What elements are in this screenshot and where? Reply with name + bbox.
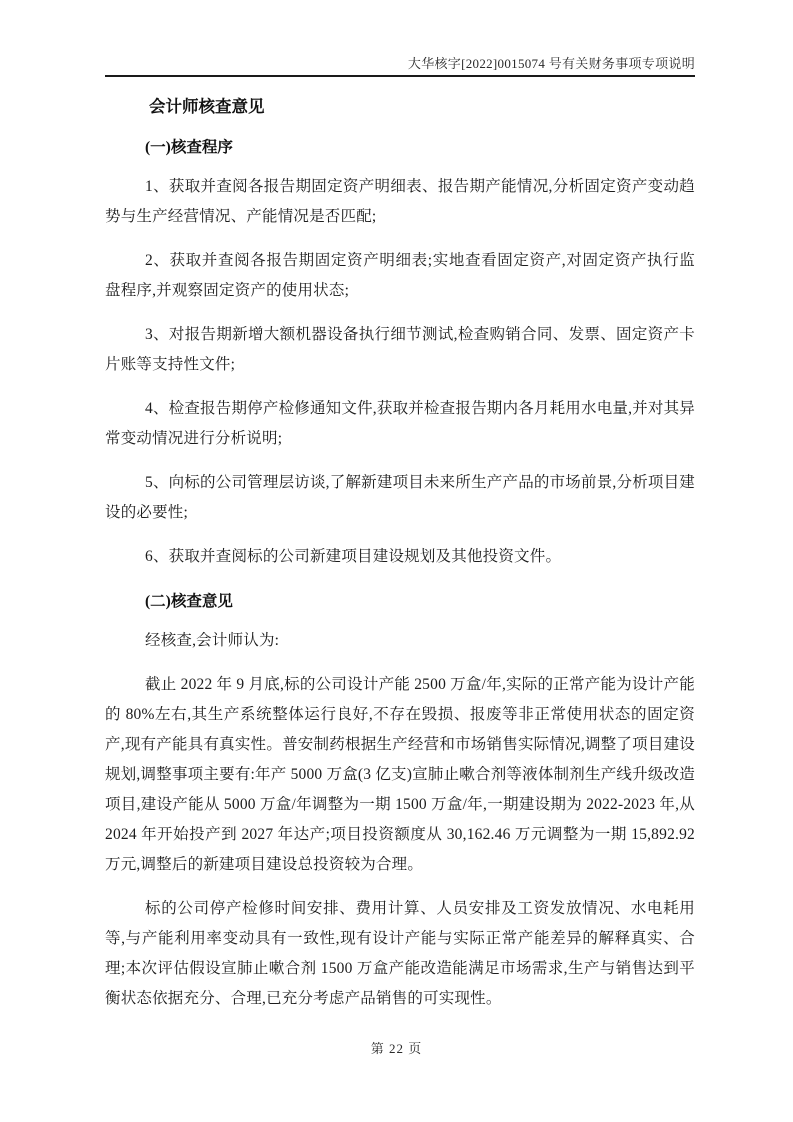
section2-heading: (二)核查意见 <box>145 593 233 610</box>
page-number: 第 22 页 <box>370 1041 423 1056</box>
document-reference: 大华核字[2022]0015074 号有关财务事项专项说明 <box>407 56 695 71</box>
opinion-paragraph-1: 截止 2022 年 9 月底,标的公司设计产能 2500 万盒/年,实际的正常产能为设计产能的 80%左右,其生产系统整体运行良好,不存在毁损、报废等非正常使用状态的固定资产,现有产能具有真实性。普安制药根据生产经营和市场销售实际情况,调整了项目建设规划,调整事项主要有:年产 5000 万盒(3 亿支)宣肺止嗽合剂等液体制剂生产线升级改造项目,建设产能从 5000 万盒/年调整为一期 1500 万盒/年,一期建设期为 2022-2023 年,从 2024 年开始投产到 2027 年达产;项目投资额度从 30,162.46 万元调整为一期 15,892.92 万元,调整后的新建项目建设总投资较为合理。 <box>105 676 695 873</box>
procedure-item-2: 2、获取并查阅各报告期固定资产明细表;实地查看固定资产,对固定资产执行监盘程序,并观察固定资产的使用状态; <box>105 252 695 299</box>
procedure-item-1: 1、获取并查阅各报告期固定资产明细表、报告期产能情况,分析固定资产变动趋势与生产经营情况、产能情况是否匹配; <box>105 178 695 225</box>
procedure-item-6: 6、获取并查阅标的公司新建项目建设规划及其他投资文件。 <box>145 548 562 565</box>
page-header <box>105 0 695 77</box>
opinion-intro: 经核查,会计师认为: <box>145 632 280 649</box>
document-title: 会计师核查意见 <box>149 97 265 116</box>
procedure-item-3: 3、对报告期新增大额机器设备执行细节测试,检查购销合同、发票、固定资产卡片账等支持性文件; <box>105 326 695 373</box>
procedure-item-4: 4、检查报告期停产检修通知文件,获取并检查报告期内各月耗用水电量,并对其异常变动情况进行分析说明; <box>105 400 695 447</box>
opinion-paragraph-2: 标的公司停产检修时间安排、费用计算、人员安排及工资发放情况、水电耗用等,与产能利用率变动具有一致性,现有设计产能与实际正常产能差异的解释真实、合理;本次评估假设宣肺止嗽合剂 1500 万盒产能改造能满足市场需求,生产与销售达到平衡状态依据充分、合理,已充分考虑产品销售的可实现性。 <box>105 900 695 1007</box>
document-content <box>105 76 695 1028</box>
procedure-item-5: 5、向标的公司管理层访谈,了解新建项目未来所生产产品的市场前景,分析项目建设的必要性; <box>105 474 695 521</box>
page-footer <box>0 1038 793 1057</box>
section1-heading: (一)核查程序 <box>145 139 233 156</box>
